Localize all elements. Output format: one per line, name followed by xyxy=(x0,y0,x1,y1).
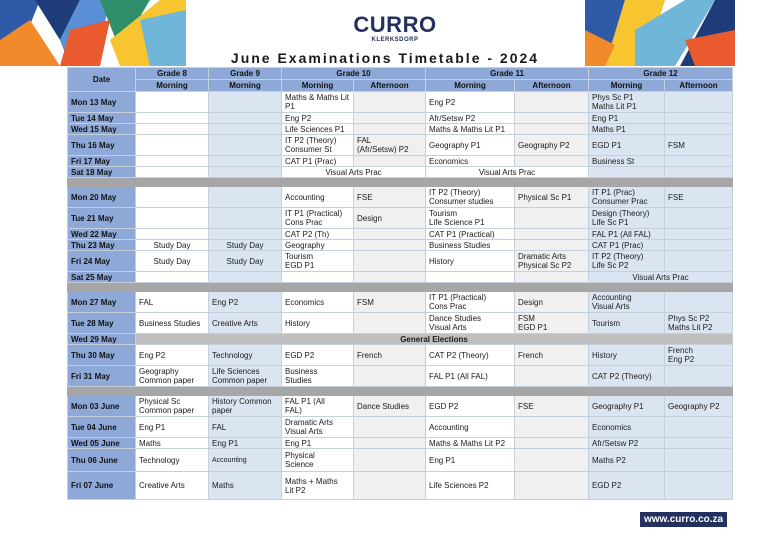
table-row xyxy=(68,272,733,283)
grade11-afternoon-cell: Design xyxy=(515,292,589,313)
grade11-morning-cell: CAT P1 (Practical) xyxy=(426,229,515,240)
table-row xyxy=(68,334,733,345)
grade10-afternoon-cell xyxy=(354,449,426,472)
grade10-morning-cell: Accounting xyxy=(282,187,354,208)
grade12-morning-cell: Business St xyxy=(589,156,665,167)
grade11-afternoon-cell xyxy=(515,366,589,387)
grade11-afternoon-cell: Geography P2 xyxy=(515,135,589,156)
header-grade11: Grade 11 xyxy=(426,68,589,80)
date-cell: Fri 17 May xyxy=(68,156,136,167)
grade8-cell xyxy=(136,187,209,208)
table-row xyxy=(68,396,733,417)
grade11-afternoon-cell xyxy=(515,113,589,124)
grade9-cell xyxy=(209,135,282,156)
grade9-cell: History Common paper xyxy=(209,396,282,417)
grade12-afternoon-cell xyxy=(665,449,733,472)
table-row xyxy=(68,313,733,334)
header-g11-morning: Morning xyxy=(426,80,515,92)
header-g10-morning: Morning xyxy=(282,80,354,92)
exam-timetable xyxy=(67,67,733,500)
grade10-morning-cell: IT P2 (Theory) Consumer St xyxy=(282,135,354,156)
grade12-afternoon-cell: FSE xyxy=(665,187,733,208)
grade11-morning-cell: Maths & Maths Lit P1 xyxy=(426,124,515,135)
grade10-afternoon-cell xyxy=(354,272,426,283)
grade11-morning-cell: Economics xyxy=(426,156,515,167)
header-g9-morning: Morning xyxy=(209,80,282,92)
grade12-morning-cell: CAT P1 (Prac) xyxy=(589,240,665,251)
grade8-cell: Eng P1 xyxy=(136,417,209,438)
date-cell: Fri 07 June xyxy=(68,472,136,500)
table-row xyxy=(68,113,733,124)
grade12-morning-cell: EGD P1 xyxy=(589,135,665,156)
grade10-morning-cell xyxy=(282,272,354,283)
grade8-cell: Study Day xyxy=(136,251,209,272)
grade10-morning-cell: IT P1 (Practical) Cons Prac xyxy=(282,208,354,229)
grade12-morning-cell: History xyxy=(589,345,665,366)
grade12-morning-cell: Economics xyxy=(589,417,665,438)
grade8-cell: Technology xyxy=(136,449,209,472)
grade11-morning-cell: Tourism Life Science P1 xyxy=(426,208,515,229)
grade9-cell: Eng P1 xyxy=(209,438,282,449)
grade11-afternoon-cell: Dramatic Arts Physical Sc P2 xyxy=(515,251,589,272)
table-row xyxy=(68,292,733,313)
table-row xyxy=(68,187,733,208)
grade11-merged-cell: Visual Arts Prac xyxy=(426,167,589,178)
header-grade8: Grade 8 xyxy=(136,68,209,80)
decorative-banner-left xyxy=(0,0,186,66)
header-row-grades xyxy=(68,68,733,80)
grade8-cell xyxy=(136,92,209,113)
grade10-afternoon-cell: FAL (Afr/Setsw) P2 xyxy=(354,135,426,156)
table-row xyxy=(68,124,733,135)
grade12-afternoon-cell: French Eng P2 xyxy=(665,345,733,366)
date-cell: Wed 29 May xyxy=(68,334,136,345)
grade10-morning-cell: Eng P2 xyxy=(282,113,354,124)
grade10-afternoon-cell xyxy=(354,366,426,387)
grade12-afternoon-cell xyxy=(665,208,733,229)
header-date: Date xyxy=(68,68,136,92)
grade10-afternoon-cell xyxy=(354,438,426,449)
grade10-afternoon-cell xyxy=(354,472,426,500)
grade9-cell: Eng P2 xyxy=(209,292,282,313)
grade11-morning-cell: Afr/Setsw P2 xyxy=(426,113,515,124)
grade8-cell xyxy=(136,272,209,283)
grade8-cell: Business Studies xyxy=(136,313,209,334)
grade12-afternoon-cell xyxy=(665,251,733,272)
grade8-cell: Eng P2 xyxy=(136,345,209,366)
header-g12-morning: Morning xyxy=(589,80,665,92)
date-cell: Mon 20 May xyxy=(68,187,136,208)
grade11-afternoon-cell xyxy=(515,92,589,113)
table-row xyxy=(68,240,733,251)
grade11-afternoon-cell: French xyxy=(515,345,589,366)
grade10-afternoon-cell xyxy=(354,92,426,113)
grade12-morning-cell: Maths P2 xyxy=(589,449,665,472)
grade11-morning-cell: Eng P1 xyxy=(426,449,515,472)
date-cell: Thu 30 May xyxy=(68,345,136,366)
grade9-cell xyxy=(209,167,282,178)
grade12-afternoon-cell xyxy=(665,92,733,113)
grade9-cell xyxy=(209,113,282,124)
grade12-afternoon-cell xyxy=(665,167,733,178)
date-cell: Thu 06 June xyxy=(68,449,136,472)
decorative-banner-right xyxy=(585,0,735,66)
grade11-morning-cell: Business Studies xyxy=(426,240,515,251)
grade11-afternoon-cell xyxy=(515,240,589,251)
grade9-cell xyxy=(209,229,282,240)
grade11-morning-cell: Life Sciences P2 xyxy=(426,472,515,500)
grade9-cell xyxy=(209,124,282,135)
table-row xyxy=(68,438,733,449)
table-row xyxy=(68,345,733,366)
grade12-morning-cell: IT P1 (Prac) Consumer Prac xyxy=(589,187,665,208)
grade9-cell: Study Day xyxy=(209,240,282,251)
date-cell: Sat 18 May xyxy=(68,167,136,178)
date-cell: Sat 25 May xyxy=(68,272,136,283)
date-cell: Mon 03 June xyxy=(68,396,136,417)
grade11-morning-cell: Maths & Maths Lit P2 xyxy=(426,438,515,449)
grade9-cell: Life Sciences Common paper xyxy=(209,366,282,387)
header-grade10: Grade 10 xyxy=(282,68,426,80)
grade10-morning-cell: CAT P1 (Prac) xyxy=(282,156,354,167)
grade11-morning-cell: IT P2 (Theory) Consumer studies xyxy=(426,187,515,208)
grade12-afternoon-cell: Geography P2 xyxy=(665,396,733,417)
grade12-morning-cell: Geography P1 xyxy=(589,396,665,417)
grade11-afternoon-cell xyxy=(515,438,589,449)
header-g8-morning: Morning xyxy=(136,80,209,92)
grade12-morning-cell: Maths P1 xyxy=(589,124,665,135)
grade9-cell: FAL xyxy=(209,417,282,438)
grade12-morning-cell: Phys Sc P1 Maths Lit P1 xyxy=(589,92,665,113)
grade8-cell: Creative Arts xyxy=(136,472,209,500)
grade8-cell xyxy=(136,229,209,240)
grade11-afternoon-cell xyxy=(515,449,589,472)
grade9-cell xyxy=(209,272,282,283)
grade8-cell xyxy=(136,124,209,135)
grade10-morning-cell: Maths & Maths Lit P1 xyxy=(282,92,354,113)
grade8-cell xyxy=(136,167,209,178)
grade12-morning-cell: Accounting Visual Arts xyxy=(589,292,665,313)
grade12-afternoon-cell xyxy=(665,229,733,240)
website-link[interactable]: www.curro.co.za xyxy=(640,512,727,527)
grade11-morning-cell: Dance Studies Visual Arts xyxy=(426,313,515,334)
grade8-cell xyxy=(136,208,209,229)
grade9-cell: Study Day xyxy=(209,251,282,272)
grade10-afternoon-cell: Design xyxy=(354,208,426,229)
grade10-afternoon-cell: FSE xyxy=(354,187,426,208)
grade12-afternoon-cell xyxy=(665,366,733,387)
grade11-afternoon-cell xyxy=(515,229,589,240)
date-cell: Mon 27 May xyxy=(68,292,136,313)
week-separator xyxy=(68,387,733,396)
brand-campus: KLERKSDORP xyxy=(371,37,419,43)
grade10-afternoon-cell xyxy=(354,417,426,438)
table-row xyxy=(68,472,733,500)
grade11-morning-cell: IT P1 (Practical) Cons Prac xyxy=(426,292,515,313)
grade11-afternoon-cell xyxy=(515,417,589,438)
grade12-afternoon-cell xyxy=(665,417,733,438)
grade10-morning-cell: CAT P2 (Th) xyxy=(282,229,354,240)
table-row xyxy=(68,135,733,156)
grade10-morning-cell: Life Sciences P1 xyxy=(282,124,354,135)
date-cell: Tue 21 May xyxy=(68,208,136,229)
grade11-morning-cell: Geography P1 xyxy=(426,135,515,156)
grade10-afternoon-cell xyxy=(354,229,426,240)
grade8-cell: Physical Sc Common paper xyxy=(136,396,209,417)
table-row xyxy=(68,167,733,178)
date-cell: Thu 16 May xyxy=(68,135,136,156)
date-cell: Mon 13 May xyxy=(68,92,136,113)
grade12-afternoon-cell xyxy=(665,240,733,251)
grade12-morning-cell: EGD P2 xyxy=(589,472,665,500)
header-g10-afternoon: Afternoon xyxy=(354,80,426,92)
grade9-cell xyxy=(209,92,282,113)
grade10-morning-cell: Business Studies xyxy=(282,366,354,387)
grade11-afternoon-cell: Physical Sc P1 xyxy=(515,187,589,208)
table-row xyxy=(68,251,733,272)
grade8-cell xyxy=(136,113,209,124)
grade10-morning-cell: Maths + Maths Lit P2 xyxy=(282,472,354,500)
header-g11-afternoon: Afternoon xyxy=(515,80,589,92)
grade10-morning-cell: EGD P2 xyxy=(282,345,354,366)
date-cell: Thu 23 May xyxy=(68,240,136,251)
date-cell: Tue 28 May xyxy=(68,313,136,334)
grade11-afternoon-cell: FSE xyxy=(515,396,589,417)
grade9-cell xyxy=(209,187,282,208)
grade11-afternoon-cell xyxy=(515,472,589,500)
general-elections-banner: General Elections xyxy=(136,334,733,345)
grade12-afternoon-cell xyxy=(665,156,733,167)
grade10-morning-cell: Eng P1 xyxy=(282,438,354,449)
grade11-morning-cell: Eng P2 xyxy=(426,92,515,113)
grade10-morning-cell: Tourism EGD P1 xyxy=(282,251,354,272)
header-row-sessions xyxy=(68,80,733,92)
grade8-cell: Maths xyxy=(136,438,209,449)
grade12-morning-cell: Design (Theory) Life Sc P1 xyxy=(589,208,665,229)
grade10-afternoon-cell: French xyxy=(354,345,426,366)
date-cell: Wed 05 June xyxy=(68,438,136,449)
grade9-cell: Accounting xyxy=(209,449,282,472)
date-cell: Wed 22 May xyxy=(68,229,136,240)
grade12-morning-cell: CAT P2 (Theory) xyxy=(589,366,665,387)
week-separator xyxy=(68,178,733,187)
table-row xyxy=(68,366,733,387)
grade10-merged-cell: Visual Arts Prac xyxy=(282,167,426,178)
grade9-cell xyxy=(209,156,282,167)
date-cell: Wed 15 May xyxy=(68,124,136,135)
grade12-merged-cell: Visual Arts Prac xyxy=(589,272,733,283)
grade12-afternoon-cell xyxy=(665,292,733,313)
date-cell: Fri 31 May xyxy=(68,366,136,387)
grade10-morning-cell: FAL P1 (All FAL) xyxy=(282,396,354,417)
header-g12-afternoon: Afternoon xyxy=(665,80,733,92)
school-logo xyxy=(340,14,450,44)
grade12-afternoon-cell xyxy=(665,438,733,449)
grade10-afternoon-cell xyxy=(354,251,426,272)
table-row xyxy=(68,92,733,113)
date-cell: Tue 14 May xyxy=(68,113,136,124)
table-row xyxy=(68,208,733,229)
grade11-morning-cell: EGD P2 xyxy=(426,396,515,417)
grade11-afternoon-cell xyxy=(515,272,589,283)
grade8-cell: Geography Common paper xyxy=(136,366,209,387)
grade12-afternoon-cell xyxy=(665,124,733,135)
grade10-afternoon-cell: Dance Studies xyxy=(354,396,426,417)
week-separator xyxy=(68,283,733,292)
brand-name: CURRO xyxy=(353,12,437,37)
grade8-cell: FAL xyxy=(136,292,209,313)
grade10-afternoon-cell xyxy=(354,313,426,334)
grade9-cell xyxy=(209,208,282,229)
table-row xyxy=(68,417,733,438)
grade11-afternoon-cell xyxy=(515,124,589,135)
header-grade12: Grade 12 xyxy=(589,68,733,80)
grade10-morning-cell: Geography xyxy=(282,240,354,251)
grade12-morning-cell: Afr/Setsw P2 xyxy=(589,438,665,449)
grade12-afternoon-cell: Phys Sc P2 Maths Lit P2 xyxy=(665,313,733,334)
grade8-cell: Study Day xyxy=(136,240,209,251)
grade8-cell xyxy=(136,135,209,156)
grade12-morning-cell xyxy=(589,167,665,178)
grade12-morning-cell: IT P2 (Theory) Life Sc P2 xyxy=(589,251,665,272)
grade11-afternoon-cell: FSM EGD P1 xyxy=(515,313,589,334)
grade11-afternoon-cell xyxy=(515,156,589,167)
grade11-afternoon-cell xyxy=(515,208,589,229)
grade12-afternoon-cell: FSM xyxy=(665,135,733,156)
grade12-morning-cell: FAL P1 (All FAL) xyxy=(589,229,665,240)
grade11-morning-cell: Accounting xyxy=(426,417,515,438)
page-title: June Examinations Timetable - 2024 xyxy=(230,50,540,66)
grade10-afternoon-cell xyxy=(354,124,426,135)
grade10-morning-cell: Physical Science xyxy=(282,449,354,472)
grade8-cell xyxy=(136,156,209,167)
grade9-cell: Creative Arts xyxy=(209,313,282,334)
grade11-morning-cell: CAT P2 (Theory) xyxy=(426,345,515,366)
grade10-morning-cell: Dramatic Arts Visual Arts xyxy=(282,417,354,438)
grade12-morning-cell: Eng P1 xyxy=(589,113,665,124)
grade12-afternoon-cell xyxy=(665,113,733,124)
grade9-cell: Technology xyxy=(209,345,282,366)
grade11-morning-cell: FAL P1 (All FAL) xyxy=(426,366,515,387)
grade11-morning-cell xyxy=(426,272,515,283)
header-grade9: Grade 9 xyxy=(209,68,282,80)
grade10-morning-cell: Economics xyxy=(282,292,354,313)
table-row xyxy=(68,449,733,472)
grade10-afternoon-cell xyxy=(354,113,426,124)
table-row xyxy=(68,229,733,240)
grade10-afternoon-cell xyxy=(354,240,426,251)
grade10-afternoon-cell: FSM xyxy=(354,292,426,313)
grade11-morning-cell: History xyxy=(426,251,515,272)
grade10-morning-cell: History xyxy=(282,313,354,334)
table-row xyxy=(68,156,733,167)
date-cell: Tue 04 June xyxy=(68,417,136,438)
grade12-afternoon-cell xyxy=(665,472,733,500)
grade12-morning-cell: Tourism xyxy=(589,313,665,334)
grade10-afternoon-cell xyxy=(354,156,426,167)
grade9-cell: Maths xyxy=(209,472,282,500)
date-cell: Fri 24 May xyxy=(68,251,136,272)
